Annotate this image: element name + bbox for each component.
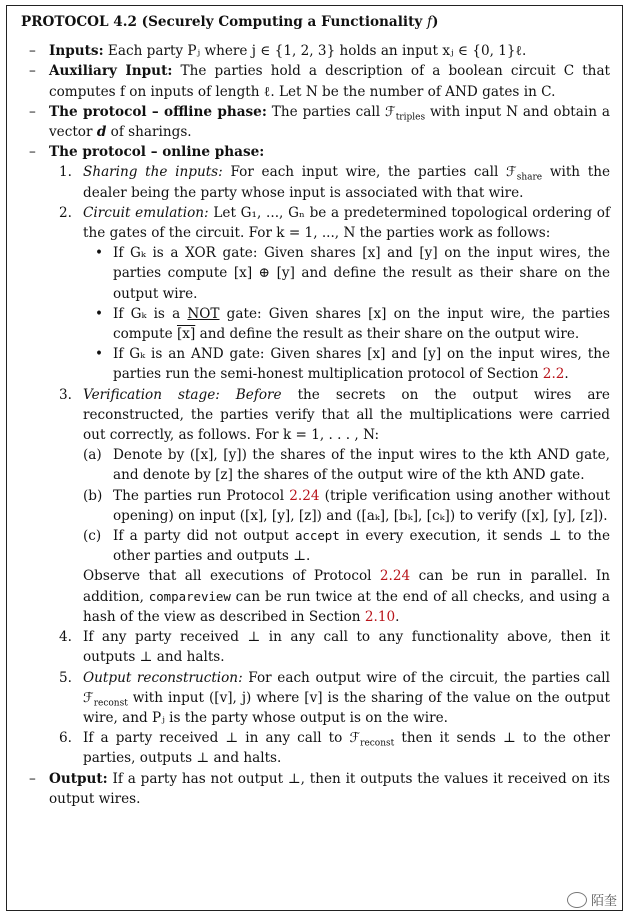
inputs-item: – Inputs: Each party Pⱼ where j ∈ {1, 2, 3} holds an input xⱼ ∈ {0, 1}ℓ. <box>29 43 527 60</box>
and-bullet: • If Gₖ is an AND gate: Given shares [x] and [y] on the input wires, the parties run the semi-honest multiplication protocol of Section 2.2. <box>95 346 610 383</box>
section-2-2-link[interactable]: 2.2 <box>542 366 565 383</box>
aux-label: Auxiliary Input: <box>49 63 173 80</box>
offline-item: – The protocol – offline phase: The parties call ℱ$_{triples}$ with input N and obtain a vector d of sharings. <box>29 103 610 141</box>
step-6: 6. If a party received ⊥ in any call to ℱ$_{reconst}$ then it sends ⊥ to the other parties, outputs ⊥ and halts. <box>59 730 610 767</box>
step-3a: (a) Denote by ([x], [y]) the shares of the input wires to the kth AND gate, and denote by [z] the shares of the output wire of the kth AND gate. <box>83 447 610 484</box>
step-2: 2. Circuit emulation: Let G₁, ..., Gₙ be a predetermined topological ordering of the gates of the circuit. For k = 1, ..., N the parties work as follows: <box>59 204 611 242</box>
protocol-title: PROTOCOL 4.2 (Securely Computing a Functionality f) <box>21 14 439 30</box>
step-4: 4. If any party received ⊥ in any call to any functionality above, then it outputs ⊥ and halts. <box>59 629 610 666</box>
step-3: 3. Verification stage: Before the secrets on the output wires are reconstructed, the parties verify that all the multiplications were carried out correctly, as follows. For k = 1, . . . , N: <box>59 386 610 444</box>
not-bullet: • If Gₖ is a NOT gate: Given shares [x] on the input wire, the parties compute [x] and define the result as their share on the output wire. <box>95 305 611 343</box>
watermark: 陌奎 <box>567 890 617 909</box>
output-label: Output: <box>49 770 108 787</box>
section-2-10-link[interactable]: 2.10 <box>364 608 396 625</box>
step-3b: (b) The parties run Protocol 2.24 (triple verification using another without opening) on input ([x], [y], [z]) and ([aₖ], [bₖ], [cₖ]) to verify ([x], [y], [z]). <box>83 487 611 524</box>
inputs-label: Inputs: <box>49 43 104 60</box>
protocol-2-24-link-2[interactable]: 2.24 <box>379 568 411 585</box>
xor-bullet: • If Gₖ is a XOR gate: Given shares [x] and [y] on the input wires, the parties compute [x] ⊕ [y] and define the result as their share on the output wire. <box>95 245 610 302</box>
inputs-text: Each party Pⱼ where j ∈ {1, 2, 3} holds an input xⱼ ∈ {0, 1}ℓ. <box>107 43 527 60</box>
output-item: – Output: If a party has not output ⊥, then it outputs the values it received on its output wires. <box>29 770 610 807</box>
chat-logo-icon <box>567 892 587 908</box>
observation-paragraph: Observe that all executions of Protocol 2.24 can be run in parallel. In addition, compareview can be run twice at the end of all checks, and using a hash of the view as described in Section 2.10. <box>83 568 610 625</box>
aux-text: The parties hold a description of a boolean circuit C that computes f on inputs of length ℓ. Let N be the number of AND gates in C. <box>49 63 611 100</box>
online-item: – The protocol – online phase: <box>29 144 265 161</box>
output-text: If a party has not output ⊥, then it outputs the values it received on its output wires. <box>49 770 610 807</box>
aux-item: – Auxiliary Input: The parties hold a description of a boolean circuit C that computes f on inputs of length ℓ. Let N be the number of AND gates in C. <box>29 63 611 100</box>
step-5: 5. Output reconstruction: For each output wire of the circuit, the parties call ℱ$_{reconst}$ with input ([v], j) where [v] is the sharing of the value on the output wire, and Pⱼ is the party whose output is on the wire. <box>59 669 610 726</box>
step-1: 1. Sharing the inputs: For each input wire, the parties call ℱ$_{share}$ with the dealer being the party whose input is associated with that wire. <box>59 164 611 201</box>
offline-label: The protocol – offline phase: <box>49 103 267 120</box>
online-label: The protocol – online phase: <box>49 144 265 161</box>
step-3c: (c) If a party did not output accept in every execution, it sends ⊥ to the other parties and outputs ⊥. <box>83 528 610 565</box>
protocol-box <box>6 5 623 911</box>
protocol-2-24-link[interactable]: 2.24 <box>289 487 320 504</box>
